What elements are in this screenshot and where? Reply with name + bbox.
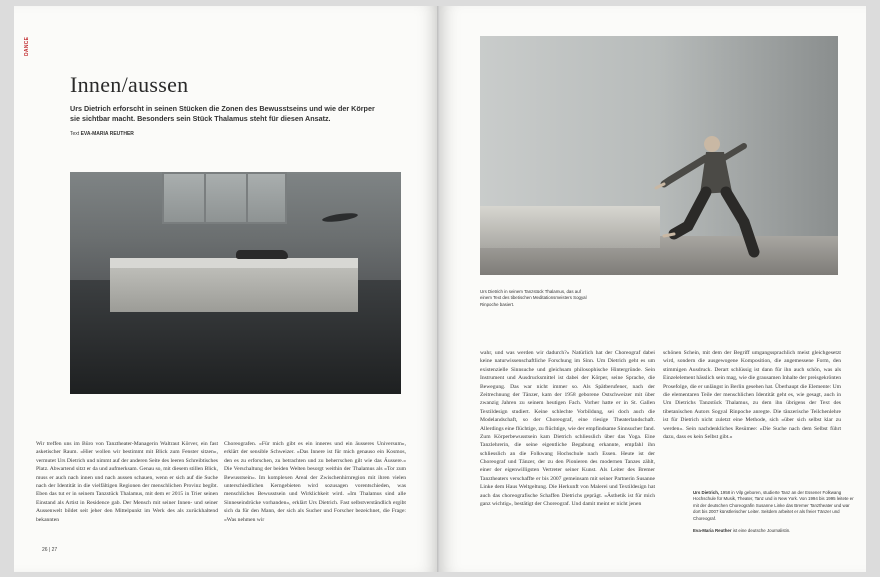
author-bio-box [693, 490, 858, 540]
dancer-figure [640, 122, 780, 262]
article-title: Innen/aussen [70, 72, 189, 97]
right-column-1: wahr, und was werden wir dadurch?» Natürlich hat der Choreograf dabei keine naturwissenschaftliche Forschung im Sinn. Um Dietrich geht es um existenzielle Sinnsuche und gleichsam philosophische Hintergründe. Sein Instrument und Ausdrucksmittel ist dabei der Körper, seine Sprache, die Bewegung. Das war nicht immer so. Als Spätberufener, nach der Zeitrechnung der Tänzer, kam der 1958 geborene Ostschweizer mit über zwanzig Jahren zu seinem heutigen Fach. Vorher hatte er in St. Gallen Textildesign studiert. Keine schlechte Vorbildung, sei doch auch die Modelandschaft, so der Choreograf, eine riesige Theaterlandschaft. Allerdings eine flüchtige, zu flüchtige, wie der empfindsame Sinnsucher fand. Zum Körperbewusstsein kam Dietrich schliesslich über das Yoga. Eine Tanzlehrerin, die seine eigentliche Begabung erkannte, empfahl ihn schliesslich an die Folkwang Hochschule nach Essen. Heute ist der Choreograf und Tänzer, der zu den Pionieren des modernen Tanzes zählt, einer der eigenwilligsten Vertreter seiner Kunst. Als Leiter des Bremer Tanztheaters verschaffte er bis 2007 gemeinsam mit seiner Partnerin Susanne Linke dem Haus Weltgeltung. Die Herkunft von Malerei und Textildesign hat auch das choreografische Schaffen Dietrichs geprägt. «Ästhetik ist für mich ganz wichtig», bestätigt der Choreograf. Und damit meint er nicht jenen [480, 350, 655, 508]
right-column-2: schönen Schein, mit dem der Begriff umgangssprachlich meist gleichgesetzt wird, sondern die ausgewogene Komposition, die angemessene Form, den stimmigen Ausdruck. Derart schlüssig ist dann für ihn auch schön, was als Einzelelement hässlich sein mag, wie die grausamen Inhalte der preisgekrönten Prosefolge, die er unlängst in Berlin gesehen hat. Überhaupt die Elemente: Um die elementaren Teile der menschlichen Identität geht es, wie gesagt, auch in Um Dietrichs Tanzstück Thalamus, zu dem ihn übrigens der Text des tibetanischen Autors Sogyal Rinpoche anregte. Die tänzerische Teilchenlehre ist für Dietrich nicht zuletzt eine Methode, sich «über sich selbst klar zu werden». Sein nachdenkliches Resümee: «Die Suche nach dem Selbst führt dazu, dass es kein Selbst gibt.» [663, 350, 841, 440]
stage-photo-dancer [480, 36, 838, 275]
byline-author: EVA-MARIA REUTHER [80, 131, 134, 137]
left-column-1: Wir treffen uns im Büro von Tanztheater-Managerin Waltraut Körver, ein fast asketischer Raum. «Hier wollen wir bestimmt mit Blick zum Fenster sitzen», vermutet Urs Dietrich und nimmt auf der anderen Seite des leeren Schreibtisches Platz. Abwartend sitzt er da und aufmerksam. Genau so, mit diesem stillen Blick, muss er auch nach innen und nach aussen schauen, wenn er sich auf die Suche nach der Identität in die vielfältigen Regionen der menschlichen Provinz begibt. Eben das tut er in seinem Tanzstück Thalamus, mit dem er 2015 in Trier seinen Einstand als Artist in Residence gab. Der Mensch mit seiner Innen- und seiner Aussenwelt bildet seit jeher den Mittelpunkt im Werk des als zurückhaltend bekannten [36, 441, 218, 523]
stage-photo-bench [70, 172, 401, 394]
bio-name: Urs Dietrich, [693, 490, 720, 495]
photo-caption: Urs Dietrich in seinem Tanzstück Thalamus, das auf einem Text des tibetischen Meditationsmeisters Sogyal Rinpoche basiert. [480, 289, 587, 307]
left-column-2: Choreografen. «Für mich gibt es ein inneres und ein äusseres Universum», erklärt der sensible Schweizer. «Das Innere ist für mich genauso ein Kosmos, den es zu erforschen, zu betrachten und zu beherrschen gilt wie das Äussere.» Die Verschaltung der beiden Welten besorgt weithin der Thalamus als «Tor zum Bewusstsein». Im komplexen Areal der Zwischenhirnregion mit ihren vielen unterschiedlichen Kerngebieten wird sozusagen vorentschieden, was menschliches Bewusstsein und Wirklichkeit wird. «Im Thalamus sind alle Sinneseindrücke vorhanden», erklärt Urs Dietrich. Fast selbstverständlich ergibt sich da für den Mann, der sich als Sucher und Forscher bezeichnet, die Frage: «Was nehmen wir [224, 441, 406, 523]
author-name: Eva-Maria Reuther [693, 527, 732, 533]
byline-prefix: Text [70, 131, 80, 137]
author-text: ist eine deutsche Journalistin. [732, 527, 791, 533]
dancer-bio [693, 490, 858, 522]
author-note [693, 528, 858, 534]
article-lead: Urs Dietrich erforscht in seinen Stücken die Zonen des Bewusstseins und wie der Körper sie sichtbar macht. Besonders sein Stück Thalamus steht für diesen Ansatz. [70, 104, 375, 124]
right-page [440, 6, 866, 572]
page-numbers: 26 | 27 [42, 547, 58, 553]
byline [70, 131, 134, 137]
left-page [14, 6, 438, 572]
bio-text: 1958 in Vilp geboren, studierte Tanz an der Essener Folkwang Hochschule für Musik, Theater, Tanz und in New York. Von 1994 bis 1995 leitete er mit der deutschen Choreografin Susanne Linke das Bremer Tanztheater und war dort bis 2007 künstlerischer Leiter. Seitdem arbeitet er als freier Tänzer und Choreograf. [693, 490, 854, 521]
section-tag: DANCE [24, 36, 30, 56]
